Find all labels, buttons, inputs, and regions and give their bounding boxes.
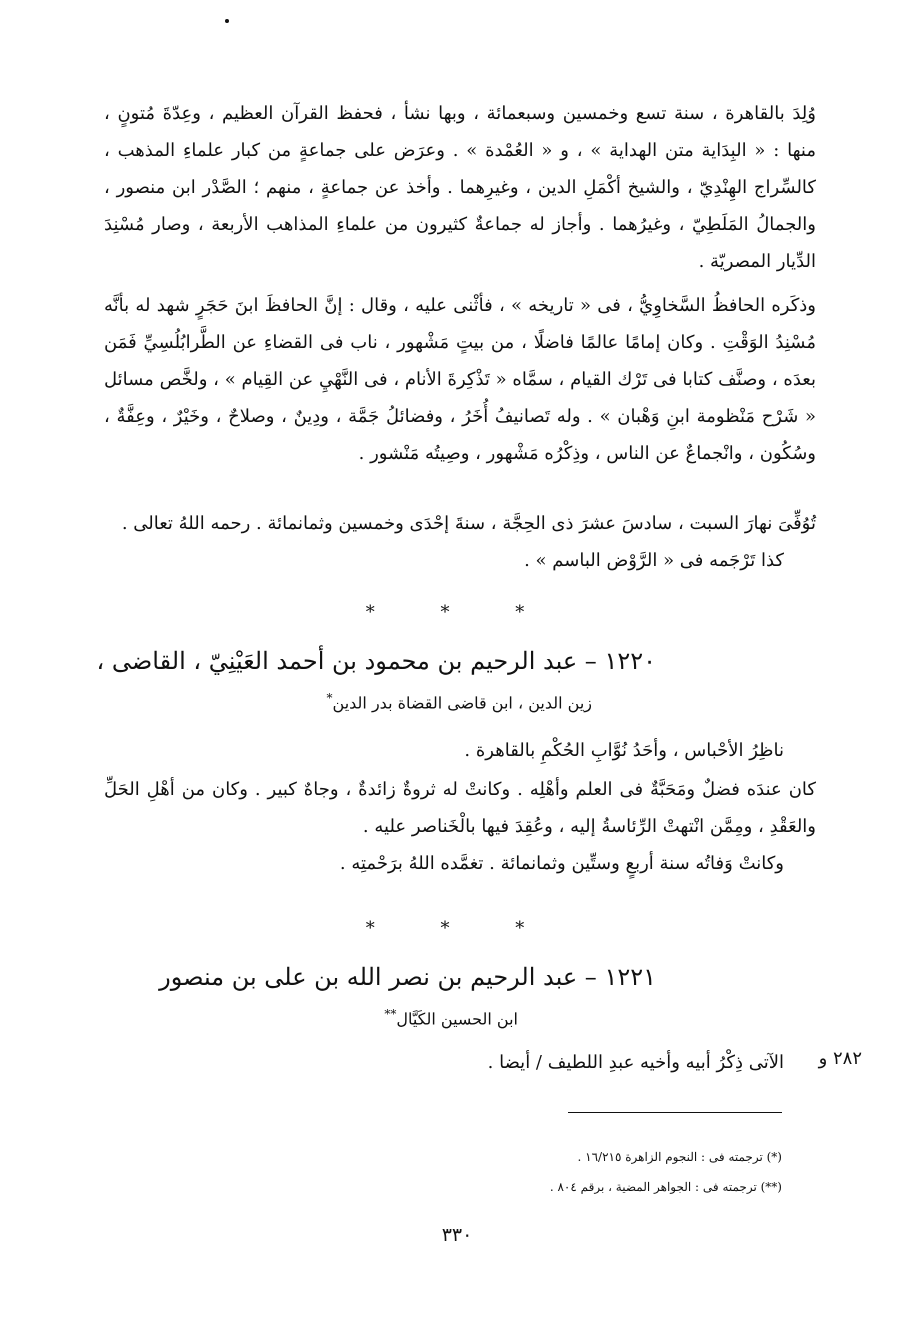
entry-1220-paragraph: ناظِرُ الأحْباس ، وأحَدُ نُوَّابِ الحُكْمِ بالقاهرة .: [464, 740, 784, 761]
footnote: (*) ترجمته فى : النجوم الزاهرة ١٦/٢١٥ .: [577, 1150, 782, 1164]
footnote-marker: **: [384, 1007, 397, 1021]
footnote-divider: [568, 1112, 782, 1113]
entry-1221-subtitle: [384, 1003, 518, 1030]
entry-1220-body: [104, 732, 816, 882]
birth-paragraph: وُلِدَ بالقاهرة ، سنة تسع وخمسين وسبعمائة ، وبها نشأ ، فحفظ القرآن العظيم ، وعِدّةَ مُتونٍ ، منها : « البِدَاية متن الهداية » ، و « العُمْدة » . وعرَض على جماعةٍ من كبار علماءِ المذهب ، كالسِّراج الهِنْدِيّ ، والشيخ أكْمَلِ الدين ، وغيرِهما . وأخذ عن جماعةٍ ، منهم ؛ الصَّدْر ابن منصور ، والجمالُ المَلَطِيّ ، وغيرُهما . وأجاز له جماعةٌ كثيرون من علماءِ المذاهب الأربعة ، وصار مُسْنِدَ الدِّيار المصريّة .: [104, 103, 816, 272]
source-paragraph: كذا تَرْجَمه فى « الرَّوْض الباسم » .: [524, 550, 784, 571]
entry-1220-title: ١٢٢٠ – عبد الرحيم بن محمود بن أحمد العَيْنِيّ ، القاضى ،: [96, 647, 656, 675]
intro-block: [104, 95, 816, 579]
entry-1220-subtitle: [327, 687, 592, 714]
page-number: ٣٣٠: [441, 1224, 473, 1246]
death-paragraph: تُوُفِّىَ نهارَ السبت ، سادسَ عشرَ ذى الحِجَّة ، سنةَ إحْدَى وخمسين وثمانمائة . رحمه اللهُ تعالى .: [121, 513, 816, 534]
separator-stars: * * *: [365, 918, 555, 939]
folio-margin-note: ٢٨٢ و: [818, 1048, 862, 1069]
entry-1221-paragraph: الآتى ذِكْرُ أبيه وأخيه عبدِ اللطيف / أيضا .: [487, 1052, 784, 1073]
entry-1221-title: ١٢٢١ – عبد الرحيم بن نصر الله بن على بن منصور: [159, 963, 656, 991]
entry-1220-paragraph: وكانتْ وَفاتُه سنة أربعٍ وستِّين وثمانمائة . تغمَّده اللهُ برَحْمتِه .: [339, 853, 784, 874]
entry-1220-paragraph: كان عندَه فضلٌ ومَحَبَّةٌ فى العلم وأهْلِه . وكانتْ له ثروةٌ زائدةٌ ، وجاهٌ كبير . وكان من أهْلِ الحَلِّ والعَقْدِ ، ومِمَّن انْتهتْ الرِّئاسةُ إليه ، وعُقِدَ فيها بالْخَناصر عليه .: [104, 779, 816, 837]
entry-1221-body: [104, 1044, 816, 1081]
ink-dot: [225, 19, 229, 23]
sakhawi-paragraph: وذكَره الحافظُ السَّخاوِيُّ ، فى « تاريخه » ، فأثْنى عليه ، وقال : إنَّ الحافظَ ابنَ حَجَرٍ شهد له بأنَّه مُسْنِدُ الوَقْتِ . وكان إمامًا عالمًا فاضلًا ، من بيتٍ مَشْهور ، ناب فى القضاءِ عن الطَّرابُلُسِيِّ فَمَن بعدَه ، وصنَّف كتابا فى تَرْك القيام ، سمَّاه « تَذْكِرةَ الأنام ، فى النَّهْيِ عن القِيام » ، ولخَّص مسائل « شَرْح مَنْظومة ابنِ وَهْبان » . وله تَصانيفُ أُخَرُ ، وفضائلُ جَمَّة ، ودِينٌ ، وصلاحٌ ، وخَيْرٌ ، وعِفَّةٌ ، وسُكُون ، وانْجماعٌ عن الناس ، وذِكْرُه مَشْهور ، وصِيتُه مَنْشور .: [104, 295, 816, 464]
footnote-marker: *: [326, 691, 333, 705]
entry-1221-subtitle-text: ابن الحسين الكَيَّال: [396, 1009, 518, 1029]
entry-1220-subtitle-text: زين الدين ، ابن قاضى القضاة بدر الدين: [332, 693, 592, 713]
footnote: (**) ترجمته فى : الجواهر المضية ، برقم ٨٠٤ .: [549, 1180, 782, 1194]
separator-stars: * * *: [365, 602, 555, 623]
